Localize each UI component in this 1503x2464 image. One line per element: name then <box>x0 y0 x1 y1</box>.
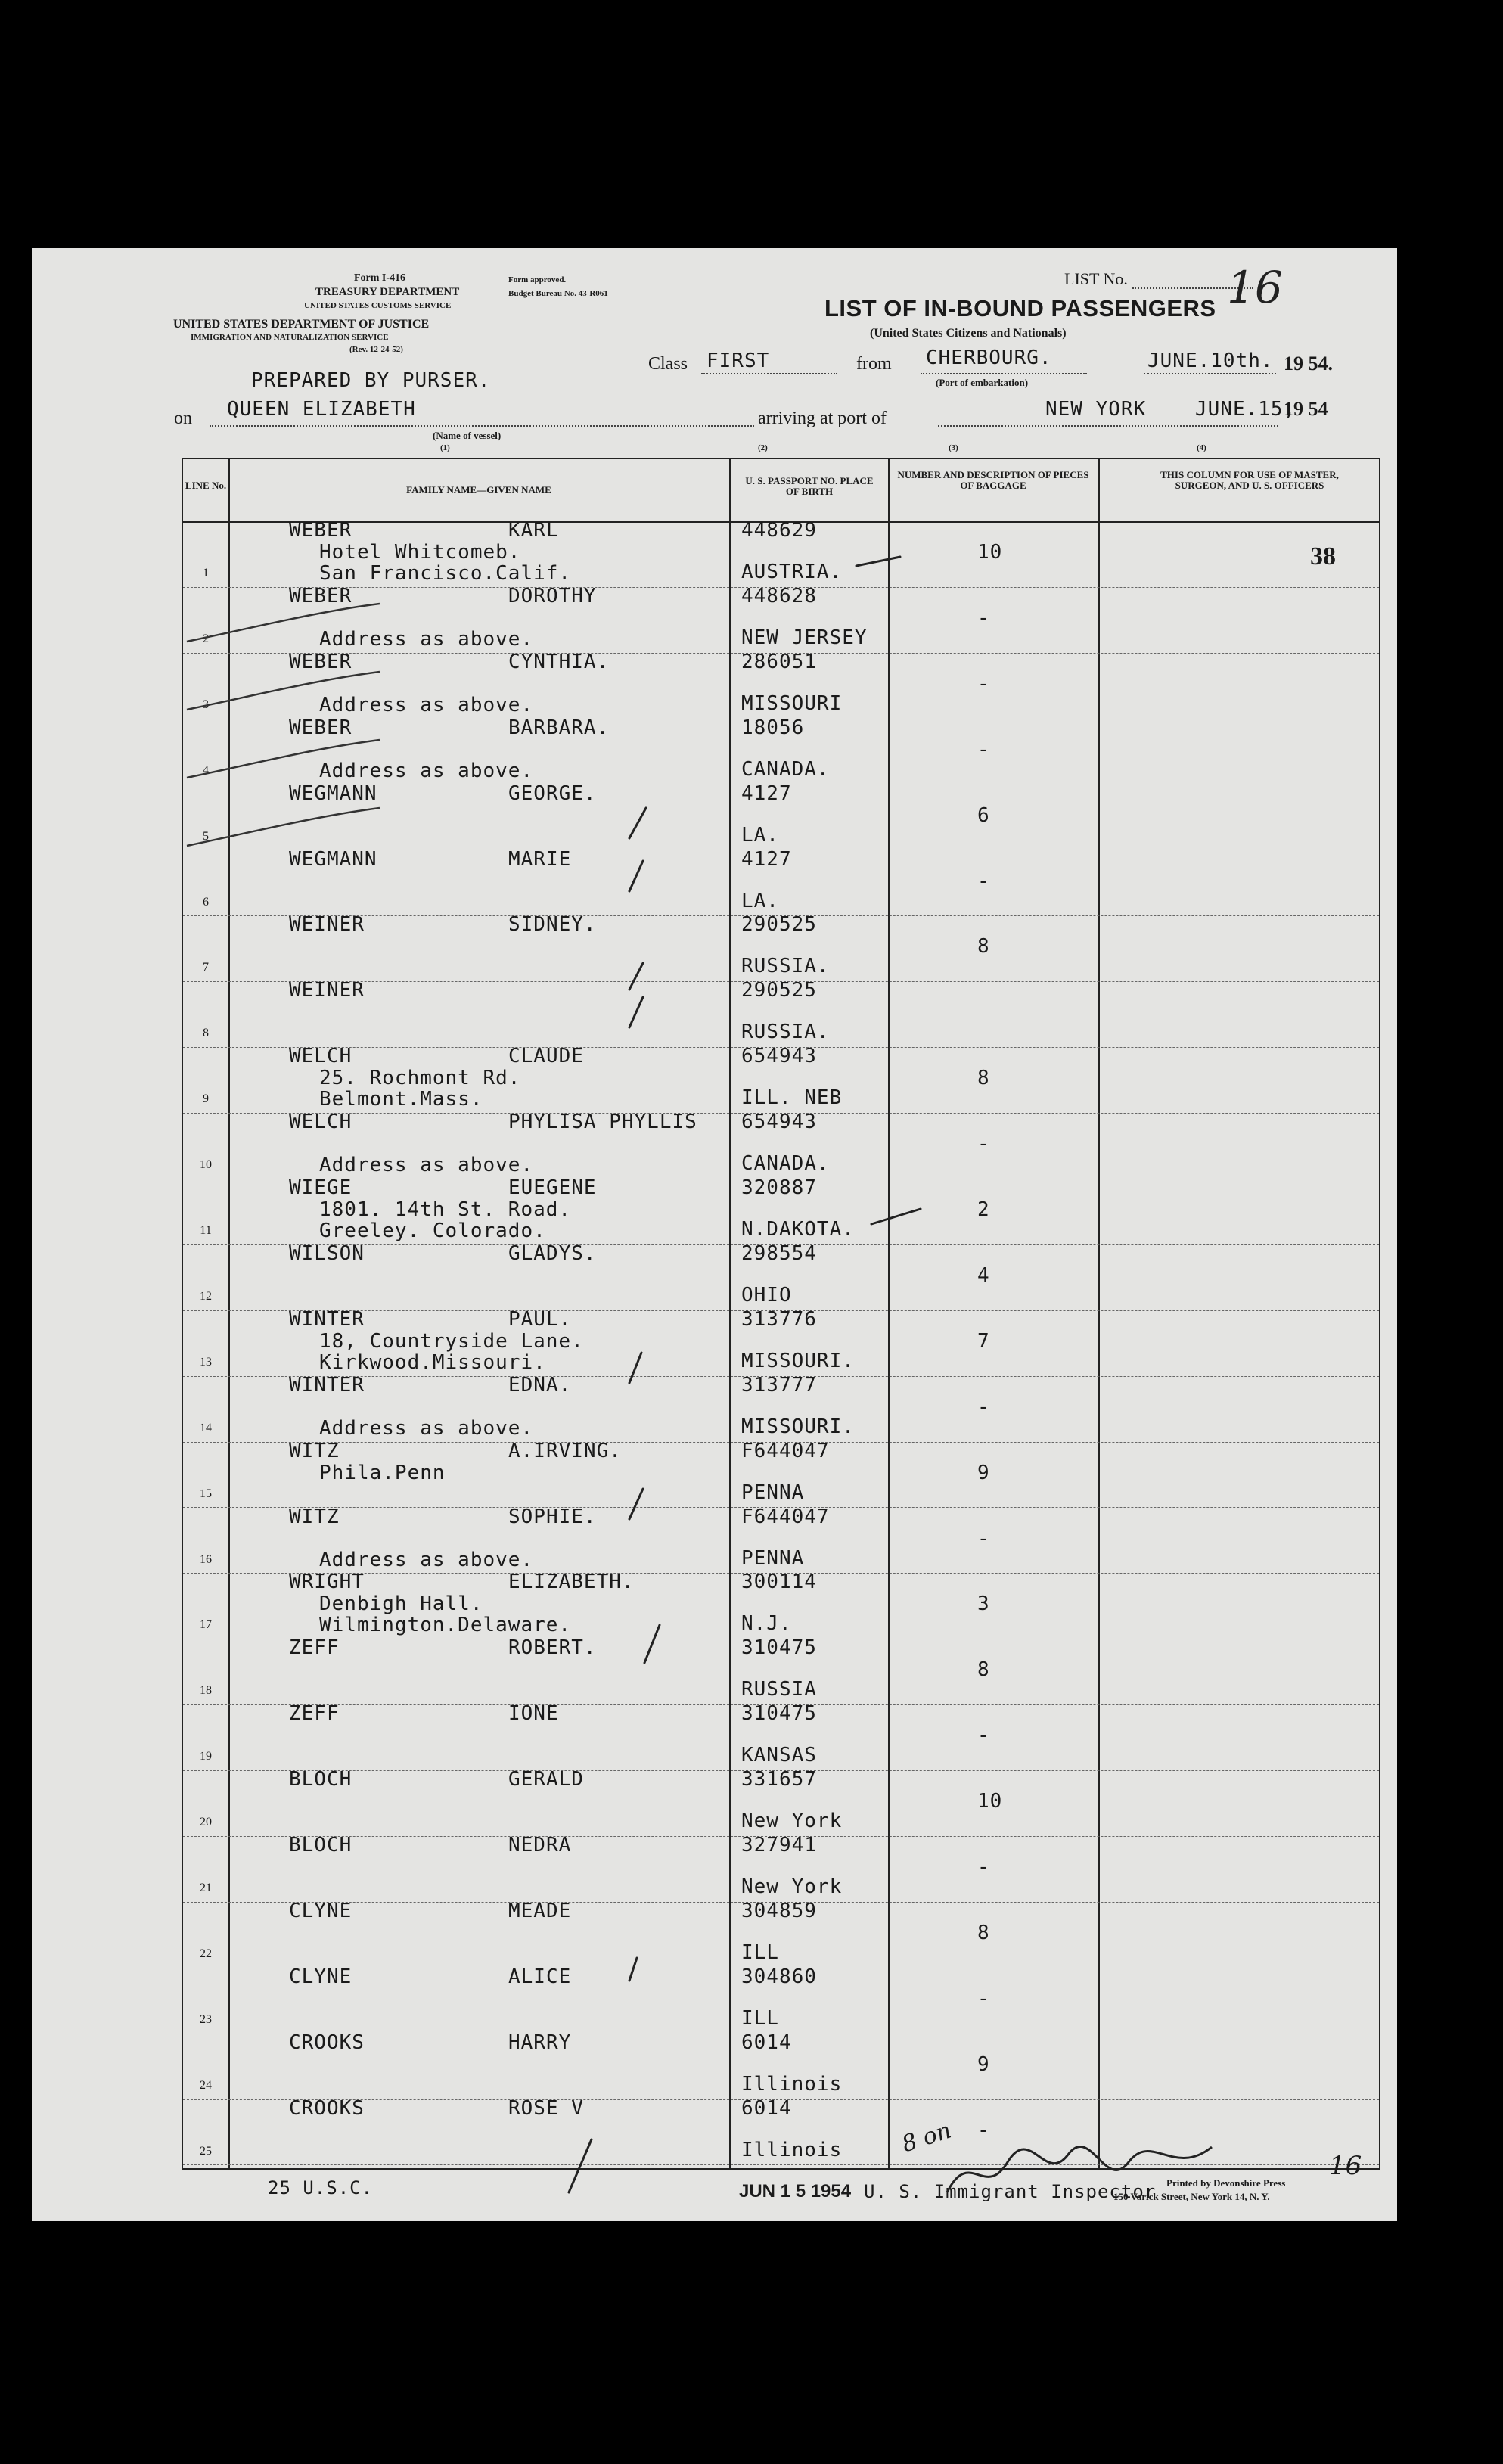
baggage-count: 7 <box>977 1329 990 1353</box>
passport-number: 310475 <box>741 1702 817 1726</box>
baggage-count: - <box>977 1133 990 1156</box>
place-of-birth: LA. <box>741 823 779 847</box>
document-title: LIST OF IN-BOUND PASSENGERS <box>824 295 1216 322</box>
address-line-1: 25. Rochmont Rd. <box>319 1067 521 1090</box>
family-name: WEBER <box>289 519 352 542</box>
margin-note: 8 on <box>899 2117 955 2158</box>
passport-number: 4127 <box>741 781 792 805</box>
family-name: WELCH <box>289 1045 352 1068</box>
baggage-count: 2 <box>977 1198 990 1221</box>
place-of-birth: RUSSIA. <box>741 1021 830 1044</box>
baggage-count: 10 <box>977 541 1003 564</box>
given-name: BARBARA. <box>508 716 610 739</box>
port-embark-label: (Port of embarkation) <box>936 377 1029 388</box>
passport-number: F644047 <box>741 1505 830 1528</box>
line-number: 13 <box>200 1355 212 1369</box>
family-name: WEBER <box>289 716 352 739</box>
baggage-count: - <box>977 1527 990 1550</box>
place-of-birth: NEW JERSEY <box>741 626 868 649</box>
passport-number: 290525 <box>741 979 817 1002</box>
printer-line-1: Printed by Devonshire Press <box>1166 2177 1286 2189</box>
given-name: IONE <box>508 1702 559 1726</box>
page-number: 16 <box>1329 2151 1362 2181</box>
place-of-birth: MISSOURI. <box>741 1349 855 1372</box>
family-name: WINTER <box>289 1307 365 1331</box>
prepared-by: PREPARED BY PURSER. <box>251 369 491 392</box>
baggage-count: - <box>977 1724 990 1748</box>
line-number: 25 <box>200 2144 212 2158</box>
address-line-2: San Francisco.Calif. <box>319 562 572 585</box>
family-name: WEBER <box>289 650 352 673</box>
place-of-birth: N.J. <box>741 1612 792 1636</box>
given-name: PHYLISA PHYLLIS <box>508 1111 697 1134</box>
family-name: WEBER <box>289 584 352 607</box>
address-line-2: Address as above. <box>319 1548 534 1571</box>
place-of-birth: RUSSIA <box>741 1678 817 1701</box>
given-name: SOPHIE. <box>508 1505 597 1528</box>
address-line-2: Address as above. <box>319 1154 534 1177</box>
treasury-dept: TREASURY DEPARTMENT <box>315 286 460 298</box>
place-of-birth: New York <box>741 1810 843 1833</box>
given-name: DOROTHY <box>508 584 597 607</box>
customs-service: UNITED STATES CUSTOMS SERVICE <box>304 301 452 310</box>
class-label: Class <box>648 354 688 374</box>
baggage-count: 8 <box>977 1921 990 1944</box>
class-value: FIRST <box>706 350 770 372</box>
baggage-count: 6 <box>977 803 990 827</box>
place-of-birth: CANADA. <box>741 1152 830 1176</box>
vessel-label: (Name of vessel) <box>433 430 502 441</box>
place-of-birth: PENNA <box>741 1546 805 1570</box>
passport-number: 310475 <box>741 1636 817 1660</box>
family-name: BLOCH <box>289 1834 352 1857</box>
baggage-count: - <box>977 1856 990 1878</box>
arriving-label: arriving at port of <box>758 409 887 428</box>
on-label: on <box>174 409 192 428</box>
baggage-count: - <box>977 869 990 893</box>
place-of-birth: ILL <box>741 1940 779 1964</box>
passport-number: 6014 <box>741 2031 792 2054</box>
document-subtitle: (United States Citizens and Nationals) <box>870 327 1067 340</box>
family-name: WEGMANN <box>289 847 377 871</box>
arrival-date: JUNE.15, <box>1195 398 1296 421</box>
given-name: EDNA. <box>508 1373 572 1397</box>
baggage-count: 10 <box>977 1790 1003 1813</box>
passport-number: 4127 <box>741 847 792 871</box>
line-number: 10 <box>200 1158 212 1172</box>
list-no-label: LIST No. <box>1064 269 1128 288</box>
baggage-count: 8 <box>977 1658 990 1682</box>
baggage-count: 3 <box>977 1592 990 1616</box>
footer-usc: 25 U.S.C. <box>268 2177 374 2198</box>
line-number: 7 <box>203 961 209 974</box>
passport-number: 304859 <box>741 1899 817 1922</box>
passport-number: 313777 <box>741 1373 817 1397</box>
given-name: KARL <box>508 519 559 542</box>
address-line-2: Kirkwood.Missouri. <box>319 1350 546 1374</box>
address-line-2: Address as above. <box>319 693 534 716</box>
family-name: WEINER <box>289 913 365 937</box>
given-name: ROBERT. <box>508 1636 597 1660</box>
list-no-value: 16 <box>1227 262 1283 313</box>
place-of-birth: New York <box>741 1875 843 1898</box>
baggage-count: - <box>977 1987 990 2010</box>
address-line-2: Belmont.Mass. <box>319 1088 483 1111</box>
address-line-2: Address as above. <box>319 627 534 651</box>
baggage-count: - <box>977 606 990 629</box>
line-number: 1 <box>203 567 209 579</box>
header-baggage: NUMBER AND DESCRIPTION OF PIECES OF BAGGAGE <box>897 469 1089 491</box>
manifest-page <box>32 248 1397 2221</box>
col-num-3: (3) <box>949 443 958 452</box>
place-of-birth: KANSAS <box>741 1744 817 1767</box>
line-number: 6 <box>203 895 209 909</box>
place-of-birth: ILL <box>741 2006 779 2030</box>
baggage-count: 9 <box>977 1461 990 1484</box>
place-of-birth: LA. <box>741 889 779 912</box>
family-name: CLYNE <box>289 1899 352 1922</box>
from-label: from <box>856 354 892 374</box>
family-name: CLYNE <box>289 1965 352 1988</box>
line-number: 4 <box>203 763 209 777</box>
family-name: WILSON <box>289 1241 365 1265</box>
passport-number: 286051 <box>741 650 817 673</box>
line-number: 19 <box>200 1750 212 1763</box>
officer-note: 38 <box>1310 542 1336 570</box>
place-of-birth: ILL. NEB <box>741 1086 843 1110</box>
place-of-birth: OHIO <box>741 1283 792 1307</box>
given-name: GEORGE. <box>508 781 597 805</box>
vessel-name: QUEEN ELIZABETH <box>227 398 416 421</box>
family-name: WITZ <box>289 1505 340 1528</box>
passport-number: 6014 <box>741 2096 792 2120</box>
passport-number: 327941 <box>741 1834 817 1857</box>
given-name: ROSE V <box>508 2096 584 2120</box>
passport-number: 654943 <box>741 1045 817 1068</box>
given-name: GERALD <box>508 1768 584 1791</box>
given-name: GLADYS. <box>508 1241 597 1265</box>
address-line-2: Wilmington.Delaware. <box>319 1614 572 1637</box>
place-of-birth: RUSSIA. <box>741 955 830 978</box>
line-number: 5 <box>203 829 209 843</box>
embark-year: 19 54. <box>1284 353 1333 374</box>
given-name: A.IRVING. <box>508 1439 622 1462</box>
line-number: 12 <box>200 1289 212 1303</box>
place-of-birth: MISSOURI. <box>741 1415 855 1438</box>
given-name: SIDNEY. <box>508 913 597 937</box>
given-name: CYNTHIA. <box>508 650 610 673</box>
arrival-port: NEW YORK <box>1045 398 1147 421</box>
line-number: 21 <box>200 1881 212 1894</box>
passport-number: 654943 <box>741 1111 817 1134</box>
col-num-4: (4) <box>1197 443 1206 452</box>
passport-number: 18056 <box>741 716 805 739</box>
baggage-count: 8 <box>977 935 990 959</box>
family-name: ZEFF <box>289 1702 340 1726</box>
budget-bureau: Budget Bureau No. 43-R061- <box>508 289 611 298</box>
passport-number: 331657 <box>741 1768 817 1791</box>
form-approved: Form approved. <box>508 275 567 284</box>
passport-number: F644047 <box>741 1439 830 1462</box>
line-number: 17 <box>200 1618 212 1632</box>
line-number: 24 <box>200 2078 212 2092</box>
given-name: CLAUDE <box>508 1045 584 1068</box>
header-passport: U. S. PASSPORT NO. PLACE OF BIRTH <box>745 475 874 497</box>
passport-number: 448628 <box>741 584 817 607</box>
line-number: 22 <box>200 1947 212 1960</box>
line-number: 20 <box>200 1816 212 1829</box>
line-number: 23 <box>200 2012 212 2026</box>
ins-service: IMMIGRATION AND NATURALIZATION SERVICE <box>191 333 389 342</box>
address-line-2: Address as above. <box>319 1416 534 1440</box>
address-line-1: 18, Countryside Lane. <box>319 1329 584 1353</box>
baggage-count: - <box>977 738 990 761</box>
line-number: 3 <box>203 698 209 711</box>
immigrant-inspector: U. S. Immigrant Inspector <box>864 2181 1157 2202</box>
header-name: FAMILY NAME—GIVEN NAME <box>406 484 551 496</box>
line-number: 2 <box>203 632 209 645</box>
header-officers: THIS COLUMN FOR USE OF MASTER, SURGEON, AND U. S. OFFICERS <box>1160 469 1339 491</box>
place-of-birth: PENNA <box>741 1481 805 1504</box>
family-name: WIEGE <box>289 1176 352 1199</box>
address-line-1: 1801. 14th St. Road. <box>319 1198 572 1221</box>
line-number: 8 <box>203 1027 209 1040</box>
place-of-birth: N.DAKOTA. <box>741 1218 855 1241</box>
baggage-count: 4 <box>977 1263 990 1287</box>
family-name: ZEFF <box>289 1636 340 1660</box>
inspector-signature <box>939 2132 1227 2208</box>
baggage-count: - <box>977 2118 990 2142</box>
place-of-birth: Illinois <box>741 2138 843 2161</box>
passport-number: 304860 <box>741 1965 817 1988</box>
family-name: WEGMANN <box>289 781 377 805</box>
form-revision: (Rev. 12-24-52) <box>349 345 403 354</box>
family-name: WINTER <box>289 1373 365 1397</box>
from-value: CHERBOURG. <box>926 346 1052 369</box>
line-number: 16 <box>200 1552 212 1566</box>
line-number: 9 <box>203 1092 209 1106</box>
line-number: 14 <box>200 1421 212 1434</box>
passport-number: 290525 <box>741 913 817 937</box>
family-name: WEINER <box>289 979 365 1002</box>
line-number: 11 <box>200 1224 212 1237</box>
family-name: WITZ <box>289 1439 340 1462</box>
given-name: MEADE <box>508 1899 572 1922</box>
given-name: PAUL. <box>508 1307 572 1331</box>
stamp-date: JUN 1 5 1954 <box>739 2181 852 2201</box>
passport-number: 298554 <box>741 1241 817 1265</box>
given-name: MARIE <box>508 847 572 871</box>
printer-line-2: 150 Varick Street, New York 14, N. Y. <box>1113 2191 1270 2202</box>
col-num-2: (2) <box>758 443 768 452</box>
address-line-2: Greeley. Colorado. <box>319 1220 546 1242</box>
family-name: WRIGHT <box>289 1571 365 1594</box>
col-num-1: (1) <box>440 443 450 452</box>
embark-date: JUNE.10th. <box>1147 350 1274 372</box>
passport-number: 320887 <box>741 1176 817 1199</box>
passport-number: 313776 <box>741 1307 817 1331</box>
address-line-1: Hotel Whitcomeb. <box>319 541 521 564</box>
baggage-count: - <box>977 672 990 695</box>
justice-dept: UNITED STATES DEPARTMENT OF JUSTICE <box>173 318 430 331</box>
family-name: WELCH <box>289 1111 352 1134</box>
place-of-birth: Illinois <box>741 2072 843 2096</box>
pencil-marks <box>32 248 1397 2221</box>
place-of-birth: AUSTRIA. <box>741 561 843 583</box>
given-name: ELIZABETH. <box>508 1571 635 1594</box>
passport-number: 300114 <box>741 1571 817 1594</box>
given-name: HARRY <box>508 2031 572 2054</box>
family-name: CROOKS <box>289 2031 365 2054</box>
arrival-year: 19 54 <box>1284 398 1328 420</box>
family-name: BLOCH <box>289 1768 352 1791</box>
place-of-birth: MISSOURI <box>741 691 843 715</box>
header-line-no: LINE No. <box>185 480 227 491</box>
form-number: Form I-416 <box>354 272 406 284</box>
baggage-count: 9 <box>977 2052 990 2076</box>
line-number: 18 <box>200 1684 212 1698</box>
place-of-birth: CANADA. <box>741 757 830 781</box>
given-name: EUEGENE <box>508 1176 597 1199</box>
baggage-count: 8 <box>977 1067 990 1090</box>
baggage-count: - <box>977 1395 990 1418</box>
address-line-2: Address as above. <box>319 759 534 782</box>
address-line-1: Phila.Penn <box>319 1461 446 1484</box>
given-name: NEDRA <box>508 1834 572 1857</box>
line-number: 15 <box>200 1487 212 1500</box>
family-name: CROOKS <box>289 2096 365 2120</box>
given-name: ALICE <box>508 1965 572 1988</box>
passport-number: 448629 <box>741 519 817 542</box>
address-line-1: Denbigh Hall. <box>319 1592 483 1616</box>
